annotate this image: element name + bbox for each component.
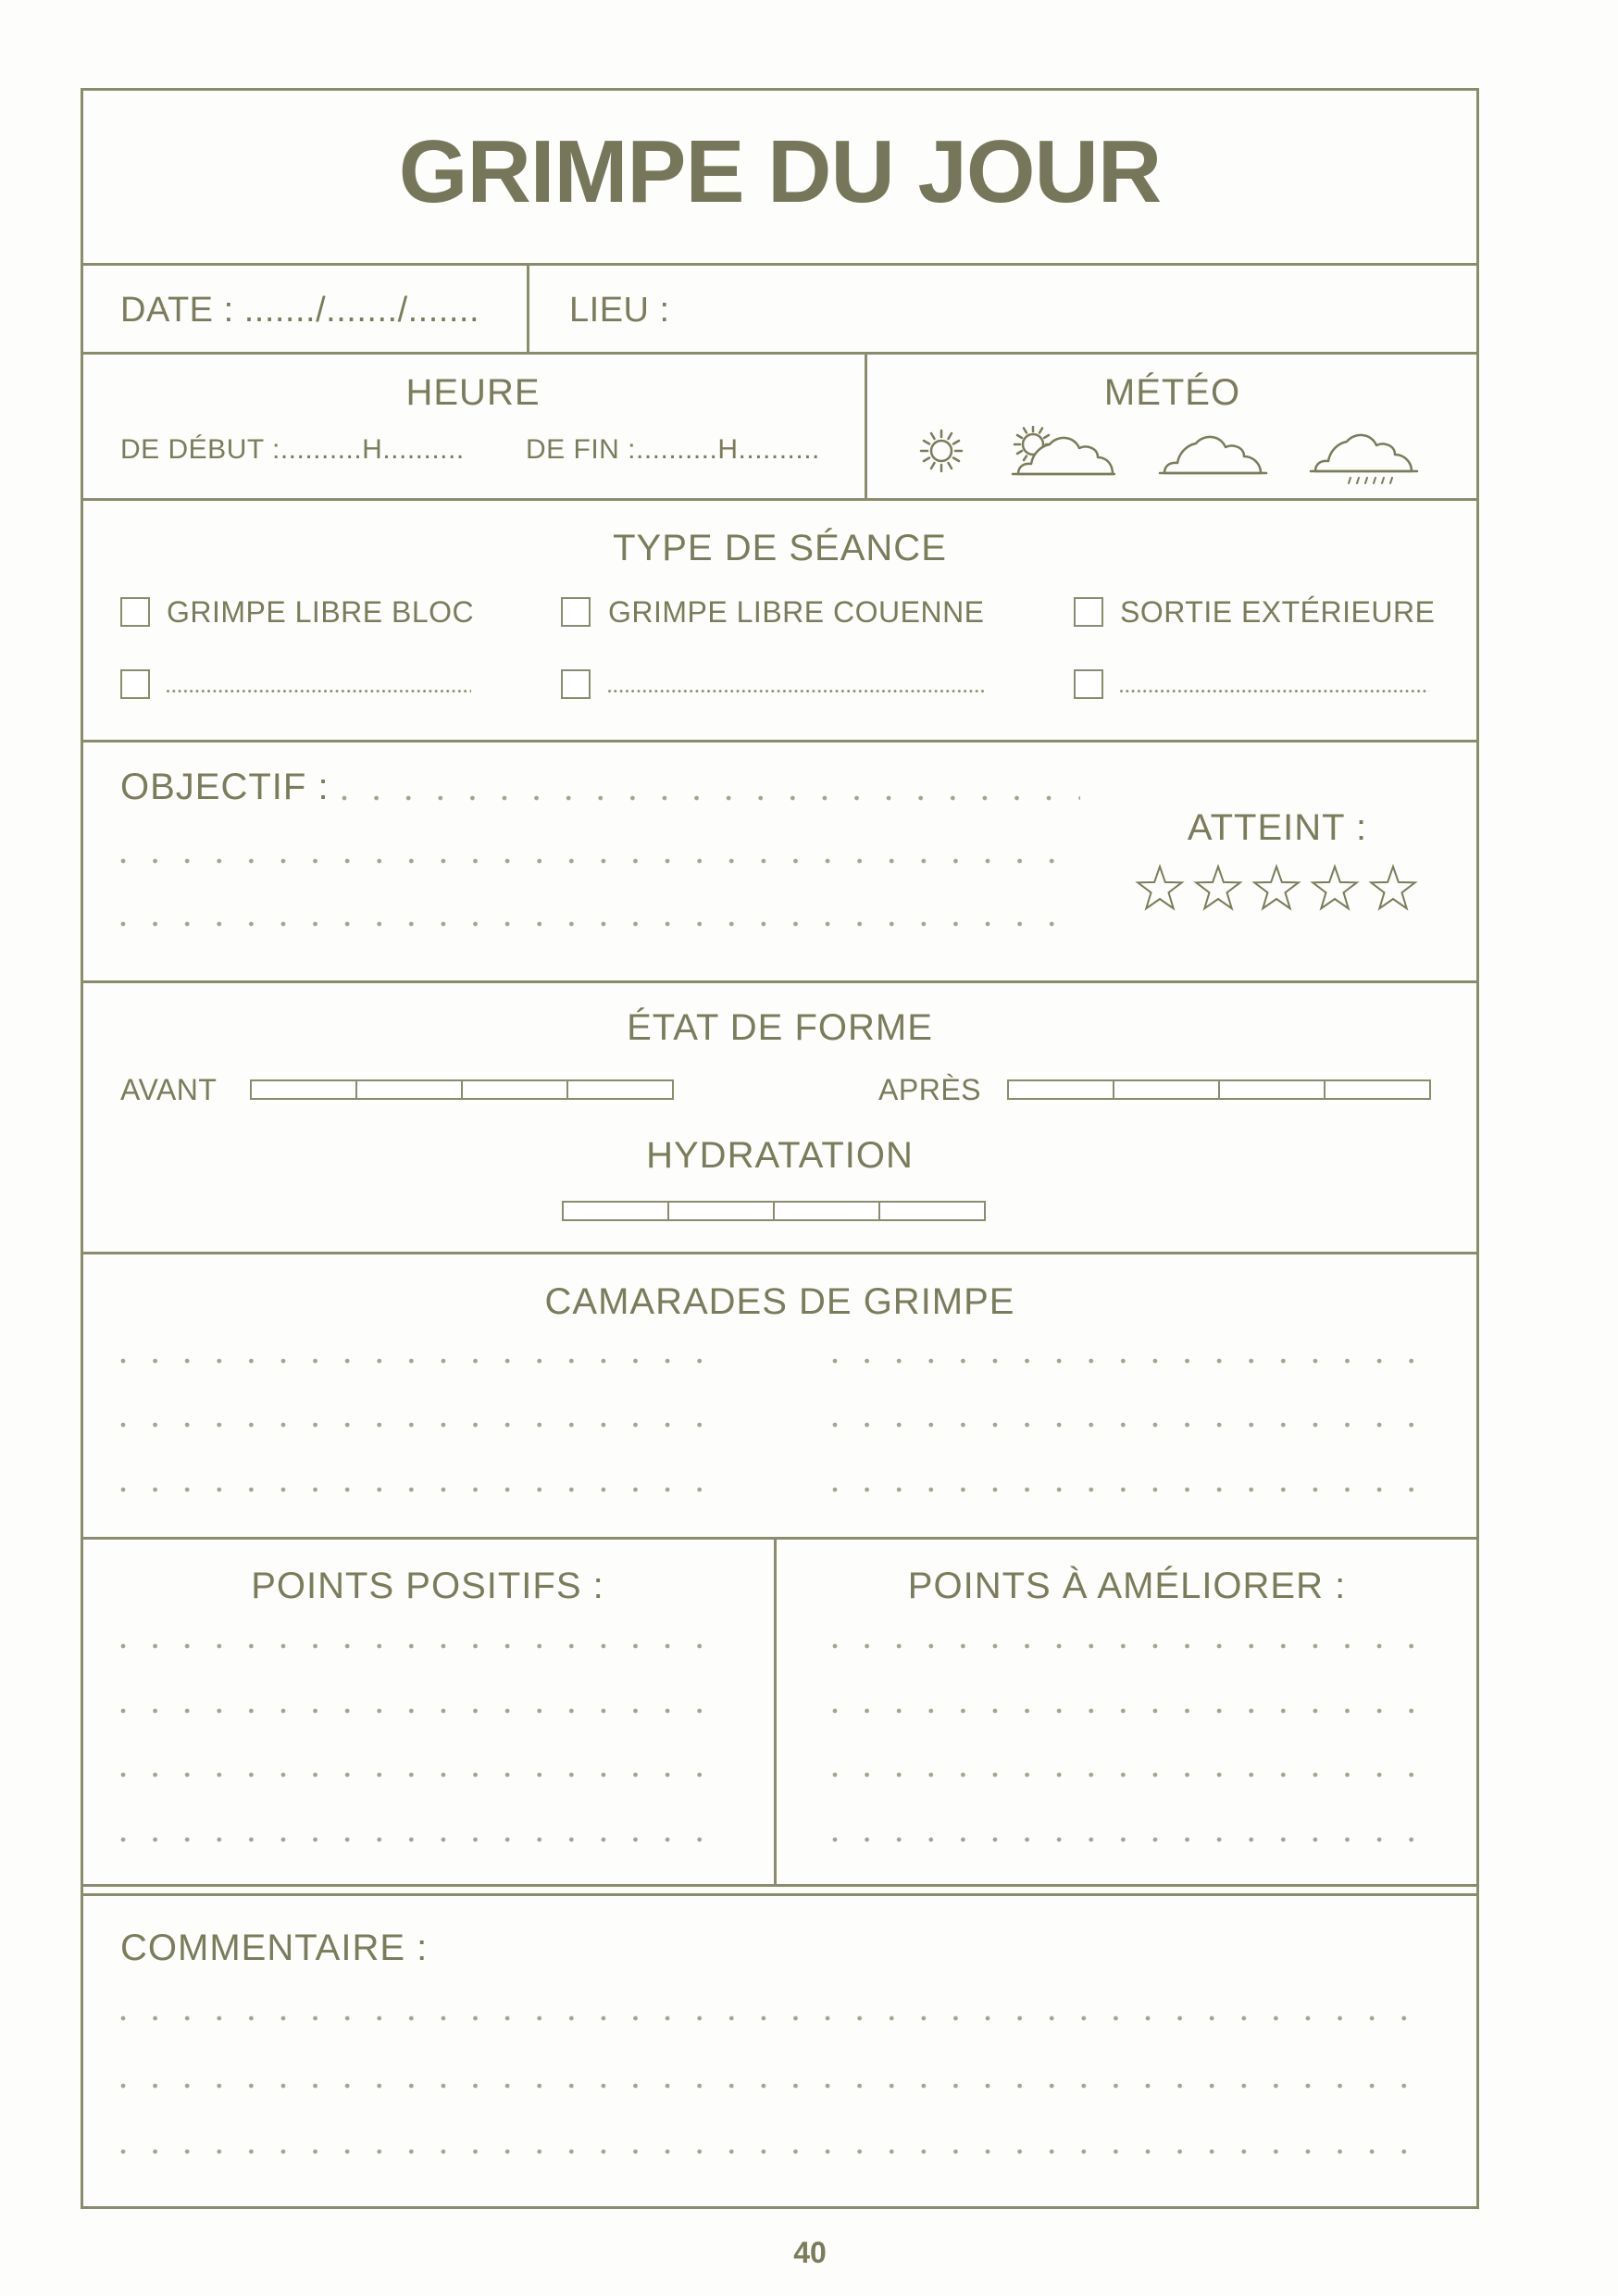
writing-line[interactable] xyxy=(120,1837,719,1842)
write-in-line[interactable] xyxy=(1120,690,1429,693)
section-divider xyxy=(81,498,1479,501)
writing-line[interactable] xyxy=(832,1708,1432,1714)
checkbox-write-in[interactable] xyxy=(1074,669,1103,699)
achieved-rating xyxy=(1135,864,1418,914)
after-label: APRÈS xyxy=(878,1073,981,1106)
star-icon[interactable] xyxy=(1368,864,1418,914)
sun-icon[interactable] xyxy=(916,426,966,476)
date-field[interactable]: DATE : ......./......./....... xyxy=(120,291,480,330)
star-icon[interactable] xyxy=(1193,864,1243,914)
writing-line[interactable] xyxy=(120,1708,719,1714)
writing-line[interactable] xyxy=(832,1358,1432,1364)
writing-line[interactable] xyxy=(120,1772,719,1778)
level-segment[interactable] xyxy=(564,1203,669,1219)
checkbox-write-in[interactable] xyxy=(120,669,150,699)
before-label: AVANT xyxy=(120,1073,218,1106)
section-divider xyxy=(81,352,1479,355)
level-segment[interactable] xyxy=(669,1203,775,1219)
writing-line[interactable] xyxy=(120,1487,719,1492)
improvements-heading: POINTS À AMÉLIORER : xyxy=(907,1566,1347,1606)
page-number: 40 xyxy=(793,2236,827,2269)
fitness-heading: ÉTAT DE FORME xyxy=(627,1007,933,1048)
time-heading: HEURE xyxy=(405,372,541,413)
before-level-bar xyxy=(250,1079,674,1100)
star-icon[interactable] xyxy=(1135,864,1185,914)
level-segment[interactable] xyxy=(775,1203,880,1219)
writing-line[interactable] xyxy=(832,1643,1432,1649)
objective-label: OBJECTIF : xyxy=(120,767,330,807)
page-title: GRIMPE DU JOUR xyxy=(398,122,1162,221)
writing-line[interactable] xyxy=(342,795,1080,801)
level-segment[interactable] xyxy=(880,1203,984,1219)
writing-line[interactable] xyxy=(120,1643,719,1649)
option-label-bouldering: GRIMPE LIBRE BLOC xyxy=(167,595,475,629)
writing-line[interactable] xyxy=(120,2083,1432,2089)
writing-line[interactable] xyxy=(120,921,1080,927)
after-level-bar xyxy=(1007,1079,1431,1100)
checkbox-bouldering[interactable] xyxy=(120,597,150,627)
section-divider xyxy=(81,1252,1479,1254)
achieved-label: ATTEINT : xyxy=(1187,807,1368,848)
sun-behind-cloud-icon[interactable] xyxy=(1007,426,1115,478)
write-in-line[interactable] xyxy=(167,690,471,693)
hydration-heading: HYDRATATION xyxy=(646,1135,914,1176)
writing-line[interactable] xyxy=(120,858,1080,864)
star-icon[interactable] xyxy=(1310,864,1360,914)
checkbox-outdoor-trip[interactable] xyxy=(1074,597,1103,627)
writing-line[interactable] xyxy=(832,1837,1432,1842)
hydration-level-bar xyxy=(562,1201,986,1221)
writing-line[interactable] xyxy=(832,1422,1432,1428)
section-divider xyxy=(81,1537,1479,1540)
checkbox-write-in[interactable] xyxy=(561,669,591,699)
place-field[interactable]: LIEU : xyxy=(569,291,670,330)
comment-label: COMMENTAIRE : xyxy=(120,1928,429,1968)
write-in-line[interactable] xyxy=(608,690,984,693)
level-segment[interactable] xyxy=(1114,1081,1220,1098)
writing-line[interactable] xyxy=(832,1487,1432,1492)
checkbox-sport-climbing[interactable] xyxy=(561,597,591,627)
writing-line[interactable] xyxy=(120,1358,719,1364)
level-segment[interactable] xyxy=(1220,1081,1326,1098)
option-label-sport-climbing: GRIMPE LIBRE COUENNE xyxy=(608,595,985,629)
cloud-icon[interactable] xyxy=(1157,429,1270,477)
start-time-field[interactable]: DE DÉBUT :..........H.......... xyxy=(120,434,465,465)
section-divider xyxy=(81,980,1479,983)
level-segment[interactable] xyxy=(463,1081,568,1098)
writing-line[interactable] xyxy=(120,2149,1432,2154)
level-segment[interactable] xyxy=(252,1081,357,1098)
section-divider xyxy=(81,263,1479,266)
level-segment[interactable] xyxy=(1009,1081,1114,1098)
level-segment[interactable] xyxy=(357,1081,463,1098)
positives-heading: POINTS POSITIFS : xyxy=(251,1566,604,1606)
writing-line[interactable] xyxy=(832,1772,1432,1778)
section-divider xyxy=(81,1893,1479,1896)
session-type-heading: TYPE DE SÉANCE xyxy=(613,528,947,568)
section-divider xyxy=(81,740,1479,742)
end-time-field[interactable]: DE FIN :..........H.......... xyxy=(526,434,820,465)
partners-heading: CAMARADES DE GRIMPE xyxy=(544,1281,1015,1322)
rain-cloud-icon[interactable] xyxy=(1308,429,1421,488)
level-segment[interactable] xyxy=(568,1081,672,1098)
level-segment[interactable] xyxy=(1326,1081,1429,1098)
star-icon[interactable] xyxy=(1251,864,1301,914)
weather-heading: MÉTÉO xyxy=(1103,372,1241,413)
writing-line[interactable] xyxy=(120,2015,1432,2021)
option-label-outdoor-trip: SORTIE EXTÉRIEURE xyxy=(1120,595,1436,629)
column-divider xyxy=(527,264,529,353)
section-divider xyxy=(81,1884,1479,1887)
writing-line[interactable] xyxy=(120,1422,719,1428)
